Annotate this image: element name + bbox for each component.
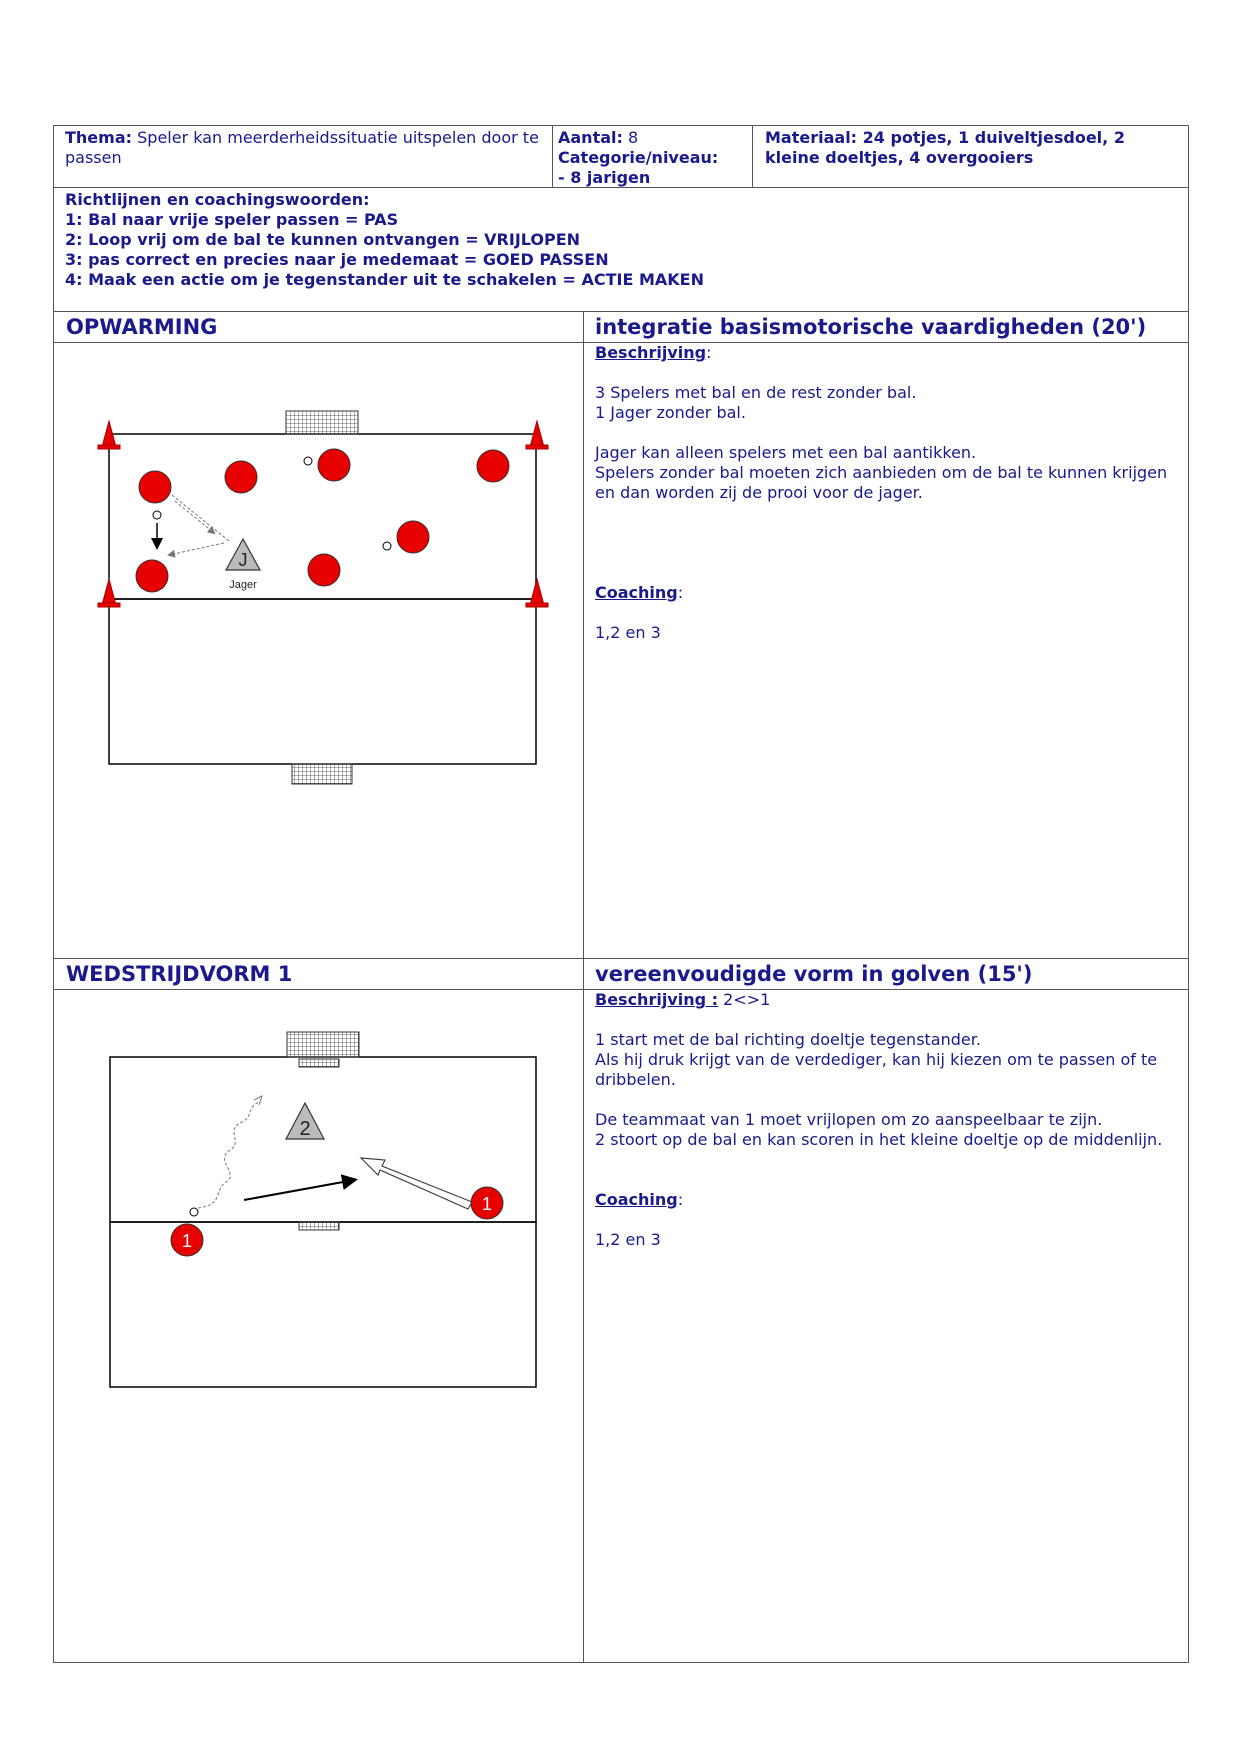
attacker-icon bbox=[171, 1224, 203, 1256]
categorie-label: Categorie/niveau: bbox=[558, 148, 719, 167]
richtlijnen-cell bbox=[53, 187, 1189, 312]
coaching-label: Coaching bbox=[595, 583, 678, 602]
coaching-value: 1,2 en 3 bbox=[595, 623, 661, 642]
goal-bottom bbox=[292, 764, 352, 784]
game-field-diagram bbox=[54, 990, 583, 1662]
hunter-label: Jager bbox=[229, 579, 257, 591]
defender-icon bbox=[286, 1103, 324, 1140]
description-line: 1 start met de bal richting doeltje tegenstander. bbox=[595, 1030, 981, 1049]
attacker-icon bbox=[471, 1187, 503, 1219]
pass-arrow bbox=[169, 543, 224, 555]
richtlijn-item: 3: pas correct en precies naar je medemaat = GOED PASSEN bbox=[65, 250, 609, 269]
cone-icon bbox=[98, 579, 120, 607]
thema-text: Speler kan meerderheidssituatie uitspelen door te passen bbox=[65, 128, 539, 167]
hunter-icon bbox=[226, 539, 260, 570]
section2-right-title: vereenvoudigde vorm in golven (15') bbox=[583, 958, 1189, 990]
player-icon bbox=[397, 521, 429, 553]
player-icon bbox=[136, 560, 168, 592]
ball-icon bbox=[304, 457, 312, 465]
coaching-value: 1,2 en 3 bbox=[595, 1230, 661, 1249]
aantal-value: 8 bbox=[628, 128, 639, 147]
materiaal-cell: Materiaal: 24 potjes, 1 duiveltjesdoel, 2 kleine doeltjes, 4 overgooiers bbox=[752, 125, 1189, 188]
beschrijving-label: Beschrijving bbox=[595, 343, 707, 362]
ball-icon bbox=[383, 542, 391, 550]
section1-left-title: OPWARMING bbox=[53, 311, 584, 343]
description-line: Spelers zonder bal moeten zich aanbieden om de bal te kunnen krijgen en dan worden zij de prooi voor de jager. bbox=[595, 463, 1168, 502]
cone-icon bbox=[98, 421, 120, 449]
player-icon bbox=[318, 449, 350, 481]
aantal-label: Aantal: bbox=[558, 128, 623, 147]
section2-diagram-cell bbox=[53, 989, 584, 1663]
player-icon bbox=[477, 450, 509, 482]
hunter-letter: J bbox=[238, 550, 248, 570]
coaching-suffix: : bbox=[677, 1190, 684, 1209]
goal-top bbox=[287, 1032, 359, 1057]
richtlijnen-title: Richtlijnen en coachingswoorden: bbox=[65, 190, 370, 209]
cone-icon bbox=[526, 421, 548, 449]
description-line: 3 Spelers met bal en de rest zonder bal. bbox=[595, 383, 917, 402]
defender-number: 2 bbox=[299, 1118, 311, 1140]
coaching-label: Coaching bbox=[595, 1190, 678, 1209]
description-line: Als hij druk krijgt van de verdediger, kan hij kiezen om te passen of te dribbelen. bbox=[595, 1050, 1158, 1089]
richtlijn-item: 1: Bal naar vrije speler passen = PAS bbox=[65, 210, 399, 229]
small-goal-midline bbox=[299, 1222, 339, 1230]
field-lower-half bbox=[109, 599, 536, 764]
player-icon bbox=[308, 554, 340, 586]
cone-icon bbox=[526, 579, 548, 607]
categorie-value: - 8 jarigen bbox=[558, 168, 651, 187]
section1-right-title: integratie basismotorische vaardigheden (20') bbox=[583, 311, 1189, 343]
small-goal-top bbox=[299, 1059, 339, 1067]
ball-icon bbox=[190, 1208, 198, 1216]
attacker-number: 1 bbox=[181, 1231, 193, 1251]
description-line bbox=[595, 1090, 1177, 1110]
description-line: Jager kan alleen spelers met een bal aantikken. bbox=[595, 443, 977, 462]
player-icon bbox=[225, 461, 257, 493]
section2-left-title: WEDSTRIJDVORM 1 bbox=[53, 958, 584, 990]
thema-label: Thema: bbox=[65, 128, 133, 147]
description-line: 2 stoort op de bal en kan scoren in het kleine doeltje op de middenlijn. bbox=[595, 1130, 1163, 1149]
attacker-number: 1 bbox=[481, 1194, 493, 1214]
beschrijving-suffix: : bbox=[706, 343, 712, 362]
description-line bbox=[595, 423, 1177, 443]
section1-diagram-cell bbox=[53, 342, 584, 959]
pass-arrow bbox=[244, 1180, 354, 1200]
coaching-suffix: : bbox=[677, 583, 684, 602]
beschrijving-suffix: 2<>1 bbox=[718, 990, 771, 1009]
section1-text-cell bbox=[583, 342, 1189, 959]
aantal-cell bbox=[552, 125, 753, 188]
description-line: De teammaat van 1 moet vrijlopen om zo aanspeelbaar te zijn. bbox=[595, 1110, 1103, 1129]
player-icon bbox=[139, 471, 171, 503]
run-arrow bbox=[361, 1158, 472, 1209]
pass-arrow bbox=[175, 501, 214, 533]
description-line: 1 Jager zonder bal. bbox=[595, 403, 746, 422]
warmup-field-diagram bbox=[54, 343, 583, 958]
run-arrow bbox=[172, 495, 229, 541]
thema-cell bbox=[53, 125, 553, 188]
ball-icon bbox=[153, 511, 161, 519]
beschrijving-label: Beschrijving : bbox=[595, 990, 719, 1009]
goal-top bbox=[286, 411, 358, 434]
dribble-path bbox=[198, 1102, 259, 1208]
richtlijn-item: 2: Loop vrij om de bal te kunnen ontvangen = VRIJLOPEN bbox=[65, 230, 581, 249]
richtlijn-item: 4: Maak een actie om je tegenstander uit te schakelen = ACTIE MAKEN bbox=[65, 270, 704, 289]
section2-text-cell bbox=[583, 989, 1189, 1663]
